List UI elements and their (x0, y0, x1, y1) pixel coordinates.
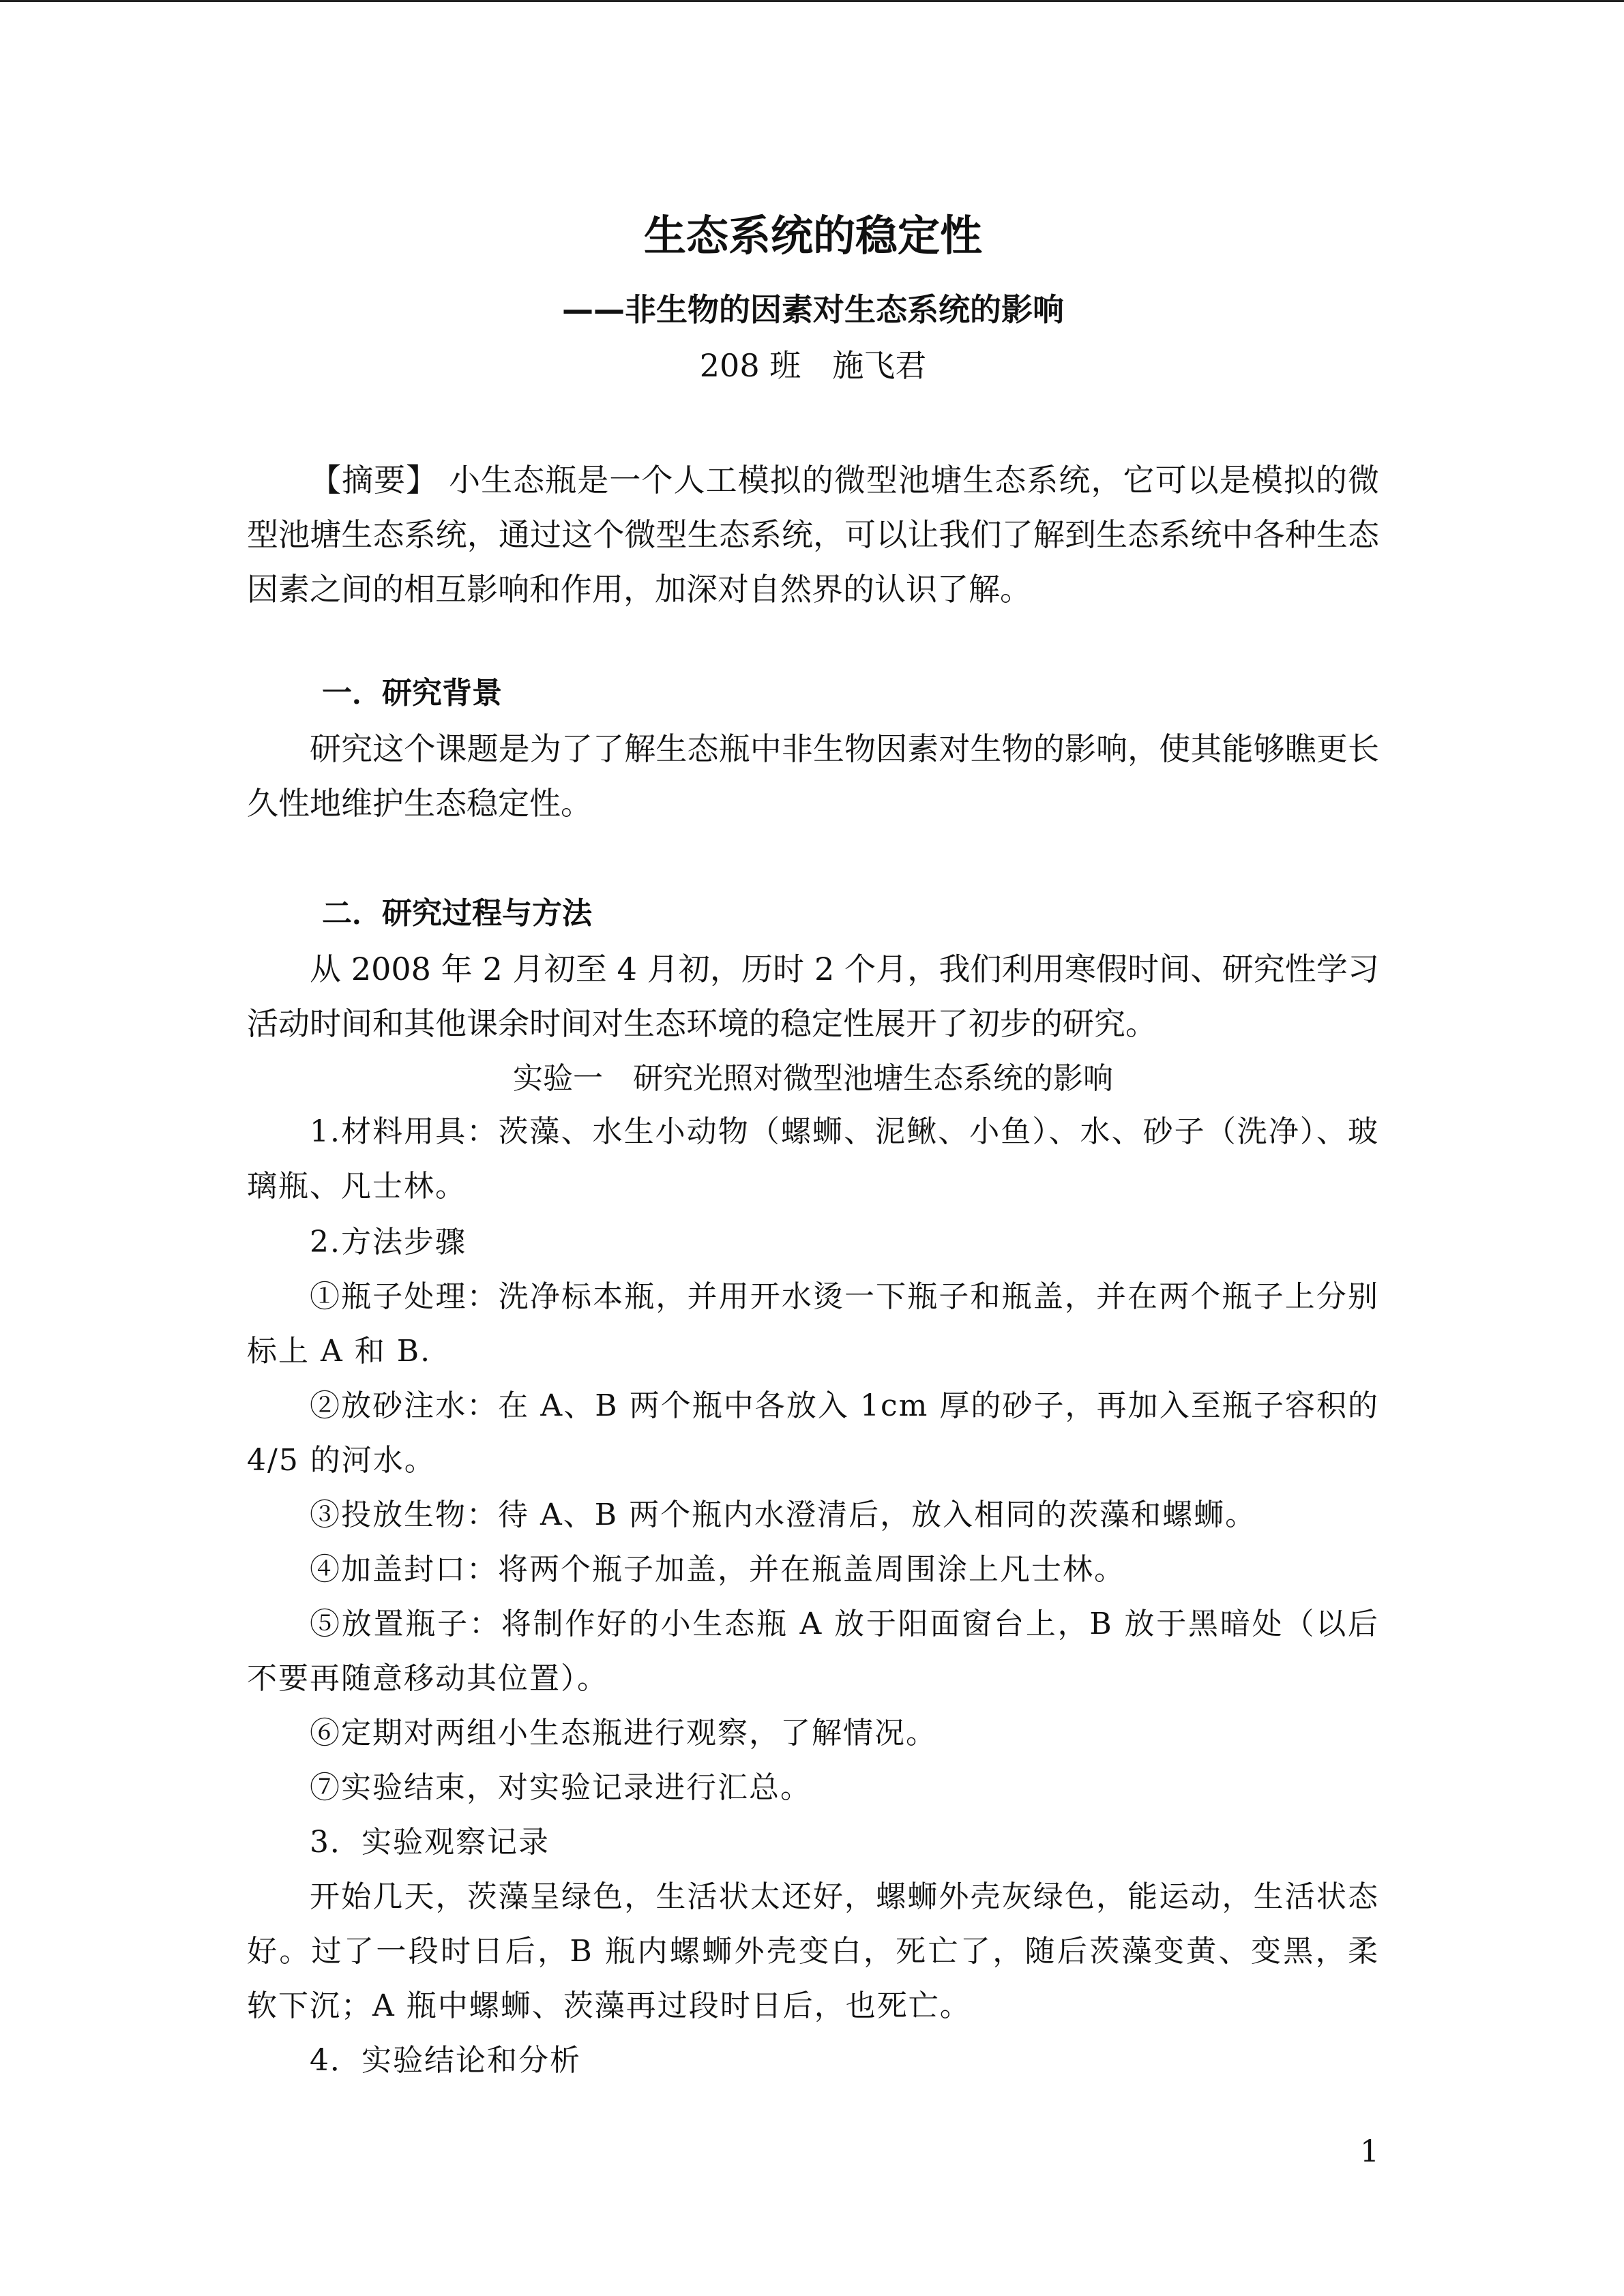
document-page (247, 0, 1379, 2296)
document-subtitle: ——非生物的因素对生态系统的影响 (562, 291, 1064, 328)
step-5: ⑤放置瓶子：将制作好的小生态瓶 A 放于阳面窗台上，B 放于黑暗处（以后不要再随意移动其位置）。 (247, 1607, 1379, 1696)
observation-paragraph: 开始几天，茨藻呈绿色，生活状太还好，螺蛳外壳灰绿色，能运动，生活状态好。过了一段时日后，B 瓶内螺蛳外壳变白，死亡了，随后茨藻变黄、变黑，柔软下沉；A 瓶中螺蛳、茨藻再过段时日后，也死亡。 (247, 1879, 1379, 2023)
experiment-label: 实验一 (513, 1061, 603, 1096)
observation-heading: 3．实验观察记录 (310, 1825, 550, 1860)
author-class: 208 班 (699, 347, 801, 384)
section-heading-process: 二．研究过程与方法 (322, 896, 592, 931)
author-name: 施飞君 (832, 347, 927, 384)
section-heading-background: 一．研究背景 (322, 676, 502, 711)
document-title: 生态系统的稳定性 (643, 211, 982, 260)
page-number: 1 (1360, 2134, 1379, 2169)
materials-paragraph: 1.材料用具：茨藻、水生小动物（螺蛳、泥鳅、小鱼）、水、砂子（洗净）、玻璃瓶、凡士林。 (247, 1114, 1379, 1204)
step-7: ⑦实验结束，对实验记录进行汇总。 (310, 1770, 812, 1805)
abstract-label: 【摘要】 (310, 462, 439, 498)
experiment-title-text: 研究光照对微型池塘生态系统的影响 (633, 1061, 1113, 1096)
abstract-text: 小生态瓶是一个人工模拟的微型池塘生态系统，它可以是模拟的微型池塘生态系统，通过这个微型生态系统，可以让我们了解到生态系统中各种生态因素之间的相互影响和作用，加深对自然界的认识了解。 (247, 462, 1380, 608)
background-paragraph: 研究这个课题是为了了解生态瓶中非生物因素对生物的影响，使其能够瞧更长久性地维护生态稳定性。 (247, 730, 1379, 822)
author-line (247, 344, 1379, 387)
method-heading: 2.方法步骤 (310, 1225, 467, 1259)
step-1: ①瓶子处理：洗净标本瓶，并用开水烫一下瓶子和瓶盖，并在两个瓶子上分别标上 A 和 B. (247, 1279, 1379, 1369)
step-3: ③投放生物：待 A、B 两个瓶内水澄清后，放入相同的茨藻和螺蛳。 (310, 1497, 1257, 1532)
process-paragraph: 从 2008 年 2 月初至 4 月初，历时 2 个月，我们利用寒假时间、研究性学习活动时间和其他课余时间对生态环境的稳定性展开了初步的研究。 (247, 951, 1379, 1042)
step-2: ②放砂注水：在 A、B 两个瓶中各放入 1cm 厚的砂子，再加入至瓶子容积的 4/5 的河水。 (247, 1388, 1379, 1478)
conclusion-heading: 4．实验结论和分析 (310, 2043, 581, 2078)
experiment-title (247, 1057, 1379, 1101)
step-6: ⑥定期对两组小生态瓶进行观察，了解情况。 (310, 1716, 937, 1750)
step-4: ④加盖封口：将两个瓶子加盖，并在瓶盖周围涂上凡士林。 (310, 1552, 1125, 1587)
abstract-paragraph (247, 453, 1379, 616)
